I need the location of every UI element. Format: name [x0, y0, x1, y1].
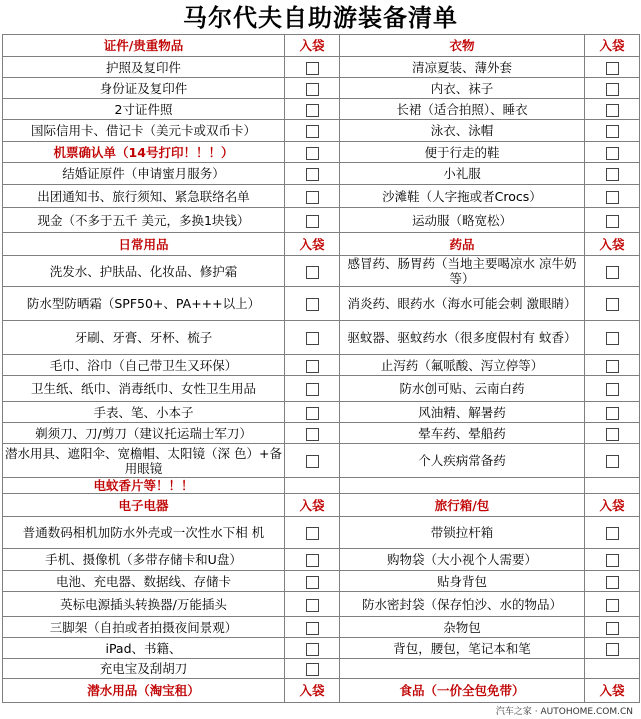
bag-checkbox[interactable]: [606, 383, 619, 396]
right-bag-cell: [585, 376, 640, 402]
bag-checkbox[interactable]: [606, 599, 619, 612]
right-item-label: 晕车药、晕船药: [340, 423, 585, 444]
bag-checkbox[interactable]: [606, 407, 619, 420]
left-bag-cell: [285, 355, 340, 376]
right-item-label: 购物袋（大小视个人需要）: [340, 549, 585, 571]
left-item-label: 出团通知书、旅行须知、紧急联络名单: [3, 185, 285, 208]
bag-checkbox[interactable]: [606, 455, 619, 468]
bag-checkbox[interactable]: [306, 215, 319, 228]
left-item-label: 电蚊香片等！！！: [3, 478, 285, 494]
section-header-row: [3, 35, 640, 57]
right-bag-cell: [585, 185, 640, 208]
item-row: [3, 163, 640, 185]
bag-checkbox[interactable]: [306, 527, 319, 540]
left-bag-column-header: 入袋: [285, 233, 340, 256]
left-bag-cell: [285, 423, 340, 444]
left-item-label: 身份证及复印件: [3, 78, 285, 99]
item-row: [3, 355, 640, 376]
bag-checkbox[interactable]: [606, 332, 619, 345]
right-bag-column-header: 入袋: [585, 35, 640, 57]
right-item-label: [340, 478, 585, 494]
right-bag-cell: [585, 478, 640, 494]
packing-list-table: [2, 34, 640, 703]
item-row: [3, 638, 640, 659]
left-item-label: 牙刷、牙膏、牙杯、梳子: [3, 321, 285, 355]
left-item-label: 护照及复印件: [3, 57, 285, 78]
bag-checkbox[interactable]: [606, 215, 619, 228]
left-item-label: 结婚证原件（申请蜜月服务）: [3, 163, 285, 185]
left-bag-cell: [285, 571, 340, 592]
bag-checkbox[interactable]: [306, 383, 319, 396]
bag-checkbox[interactable]: [606, 643, 619, 656]
right-bag-cell: [585, 78, 640, 99]
left-item-label: 充电宝及刮胡刀: [3, 659, 285, 679]
right-item-label: 止泻药（氟哌酸、泻立停等）: [340, 355, 585, 376]
right-item-label: 背包，腰包，笔记本和笔: [340, 638, 585, 659]
bag-checkbox[interactable]: [306, 554, 319, 567]
left-item-label: 国际信用卡、借记卡（美元卡或双币卡）: [3, 120, 285, 142]
right-bag-cell: [585, 142, 640, 163]
right-bag-cell: [585, 287, 640, 321]
right-item-label: 杂物包: [340, 617, 585, 638]
right-bag-cell: [585, 208, 640, 233]
left-section-title: 潜水用品（淘宝租）: [3, 679, 285, 703]
left-bag-cell: [285, 659, 340, 679]
right-bag-cell: [585, 120, 640, 142]
item-row: [3, 57, 640, 78]
left-bag-cell: [285, 592, 340, 617]
left-item-label: 普通数码相机加防水外壳或一次性水下相 机: [3, 517, 285, 549]
right-item-label: 贴身背包: [340, 571, 585, 592]
right-bag-cell: [585, 57, 640, 78]
item-row: [3, 287, 640, 321]
right-section-title: 药品: [340, 233, 585, 256]
left-item-label: 手机、摄像机（多带存储卡和U盘）: [3, 549, 285, 571]
right-bag-cell: [585, 571, 640, 592]
right-bag-column-header: 入袋: [585, 494, 640, 517]
item-row: [3, 423, 640, 444]
bag-checkbox[interactable]: [606, 428, 619, 441]
item-row: [3, 321, 640, 355]
bag-checkbox[interactable]: [306, 622, 319, 635]
right-bag-cell: [585, 638, 640, 659]
left-bag-cell: [285, 57, 340, 78]
bag-checkbox[interactable]: [606, 554, 619, 567]
item-row: [3, 571, 640, 592]
right-item-label: 小礼服: [340, 163, 585, 185]
right-bag-cell: [585, 321, 640, 355]
page-title: 马尔代夫自助游装备清单: [183, 3, 458, 32]
right-item-label: 消炎药、眼药水（海水可能会刺 激眼睛）: [340, 287, 585, 321]
right-item-label: 内衣、袜子: [340, 78, 585, 99]
bag-checkbox[interactable]: [306, 455, 319, 468]
section-header-row: [3, 494, 640, 517]
right-item-label: 带锁拉杆箱: [340, 517, 585, 549]
item-row: [3, 256, 640, 287]
right-bag-cell: [585, 423, 640, 444]
item-row: [3, 376, 640, 402]
left-bag-column-header: 入袋: [285, 679, 340, 703]
bag-checkbox[interactable]: [306, 298, 319, 311]
bag-checkbox[interactable]: [606, 298, 619, 311]
right-item-label: 沙滩鞋（人字拖或者Crocs）: [340, 185, 585, 208]
watermark: 汽车之家 · AUTOHOME.COM.CN: [494, 704, 635, 717]
left-section-title: 日常用品: [3, 233, 285, 256]
right-bag-cell: [585, 659, 640, 679]
right-item-label: 感冒药、肠胃药（当地主要喝凉水 凉牛奶等）: [340, 256, 585, 287]
left-bag-cell: [285, 287, 340, 321]
item-row: [3, 208, 640, 233]
right-item-label: 防水密封袋（保存怕沙、水的物品）: [340, 592, 585, 617]
left-item-label: 英标电源插头转换器/万能插头: [3, 592, 285, 617]
item-row: [3, 78, 640, 99]
left-item-label: 现金（不多于五千 美元，多换1块钱）: [3, 208, 285, 233]
right-bag-column-header: 入袋: [585, 233, 640, 256]
left-bag-cell: [285, 638, 340, 659]
item-row: [3, 142, 640, 163]
left-item-label: 毛巾、浴巾（自己带卫生又环保）: [3, 355, 285, 376]
bag-checkbox[interactable]: [306, 332, 319, 345]
right-bag-cell: [585, 444, 640, 478]
item-row: [3, 659, 640, 679]
left-bag-cell: [285, 617, 340, 638]
item-row: [3, 549, 640, 571]
left-section-title: 证件/贵重物品: [3, 35, 285, 57]
item-row: [3, 120, 640, 142]
bag-checkbox[interactable]: [306, 643, 319, 656]
right-section-title: 衣物: [340, 35, 585, 57]
right-bag-cell: [585, 355, 640, 376]
left-item-label: 机票确认单（14号打印！！！）: [3, 142, 285, 163]
right-section-title: 食品（一价全包免带）: [340, 679, 585, 703]
section-header-row: [3, 679, 640, 703]
bag-checkbox[interactable]: [606, 622, 619, 635]
left-item-label: iPad、书籍、: [3, 638, 285, 659]
bag-checkbox[interactable]: [306, 360, 319, 373]
item-row: [3, 517, 640, 549]
bag-checkbox[interactable]: [606, 125, 619, 138]
left-bag-cell: [285, 517, 340, 549]
right-bag-cell: [585, 256, 640, 287]
item-row: [3, 402, 640, 423]
left-bag-cell: [285, 142, 340, 163]
bag-checkbox[interactable]: [306, 407, 319, 420]
item-row: [3, 185, 640, 208]
right-item-label: 清凉夏装、薄外套: [340, 57, 585, 78]
left-bag-cell: [285, 185, 340, 208]
bag-checkbox[interactable]: [606, 168, 619, 181]
left-bag-column-header: 入袋: [285, 35, 340, 57]
right-bag-cell: [585, 517, 640, 549]
left-item-label: 2寸证件照: [3, 99, 285, 120]
left-bag-cell: [285, 402, 340, 423]
right-item-label: 个人疾病常备药: [340, 444, 585, 478]
left-item-label: 剃须刀、刀/剪刀（建议托运瑞士军刀）: [3, 423, 285, 444]
left-bag-cell: [285, 256, 340, 287]
item-row: [3, 592, 640, 617]
left-bag-cell: [285, 321, 340, 355]
left-bag-cell: [285, 99, 340, 120]
left-item-label: 洗发水、护肤品、化妆品、修护霜: [3, 256, 285, 287]
left-item-label: 防水型防晒霜（SPF50+、PA+++以上）: [3, 287, 285, 321]
right-item-label: 驱蚊器、驱蚊药水（很多度假村有 蚊香）: [340, 321, 585, 355]
left-bag-cell: [285, 376, 340, 402]
bag-checkbox[interactable]: [306, 62, 319, 75]
section-header-row: [3, 233, 640, 256]
bag-checkbox[interactable]: [306, 83, 319, 96]
bag-checkbox[interactable]: [306, 147, 319, 160]
bag-checkbox[interactable]: [606, 527, 619, 540]
left-item-label: 三脚架（自拍或者拍摄夜间景观）: [3, 617, 285, 638]
right-bag-column-header: 入袋: [585, 679, 640, 703]
bag-checkbox[interactable]: [606, 83, 619, 96]
right-item-label: 便于行走的鞋: [340, 142, 585, 163]
left-bag-cell: [285, 208, 340, 233]
bag-checkbox[interactable]: [606, 62, 619, 75]
right-item-label: 运动服（略宽松）: [340, 208, 585, 233]
right-bag-cell: [585, 592, 640, 617]
bag-checkbox[interactable]: [606, 360, 619, 373]
bag-checkbox[interactable]: [606, 147, 619, 160]
left-item-label: 卫生纸、纸巾、消毒纸巾、女性卫生用品: [3, 376, 285, 402]
right-item-label: [340, 659, 585, 679]
bag-checkbox[interactable]: [306, 191, 319, 204]
left-item-label: 电池、充电器、数据线、存储卡: [3, 571, 285, 592]
right-bag-cell: [585, 99, 640, 120]
bag-checkbox[interactable]: [306, 428, 319, 441]
right-bag-cell: [585, 549, 640, 571]
right-section-title: 旅行箱/包: [340, 494, 585, 517]
bag-checkbox[interactable]: [306, 663, 319, 676]
left-item-label: 潜水用具、遮阳伞、宽檐帽、太阳镜（深 色）+备用眼镜: [3, 444, 285, 478]
right-item-label: 防水创可贴、云南白药: [340, 376, 585, 402]
left-bag-cell: [285, 163, 340, 185]
left-bag-cell: [285, 444, 340, 478]
bag-checkbox[interactable]: [306, 104, 319, 117]
item-row: [3, 478, 640, 494]
right-item-label: 泳衣、泳帽: [340, 120, 585, 142]
bag-checkbox[interactable]: [306, 576, 319, 589]
bag-checkbox[interactable]: [606, 104, 619, 117]
item-row: [3, 444, 640, 478]
item-row: [3, 99, 640, 120]
right-item-label: 长裙（适合拍照）、睡衣: [340, 99, 585, 120]
right-bag-cell: [585, 402, 640, 423]
bag-checkbox[interactable]: [306, 266, 319, 279]
bag-checkbox[interactable]: [306, 599, 319, 612]
left-item-label: 手表、笔、小本子: [3, 402, 285, 423]
left-bag-cell: [285, 478, 340, 494]
left-bag-column-header: 入袋: [285, 494, 340, 517]
left-bag-cell: [285, 549, 340, 571]
item-row: [3, 617, 640, 638]
left-bag-cell: [285, 120, 340, 142]
bag-checkbox[interactable]: [306, 168, 319, 181]
right-bag-cell: [585, 617, 640, 638]
bag-checkbox[interactable]: [306, 125, 319, 138]
right-item-label: 风油精、解暑药: [340, 402, 585, 423]
right-bag-cell: [585, 163, 640, 185]
bag-checkbox[interactable]: [606, 191, 619, 204]
left-section-title: 电子电器: [3, 494, 285, 517]
left-bag-cell: [285, 78, 340, 99]
bag-checkbox[interactable]: [606, 266, 619, 279]
bag-checkbox[interactable]: [606, 576, 619, 589]
